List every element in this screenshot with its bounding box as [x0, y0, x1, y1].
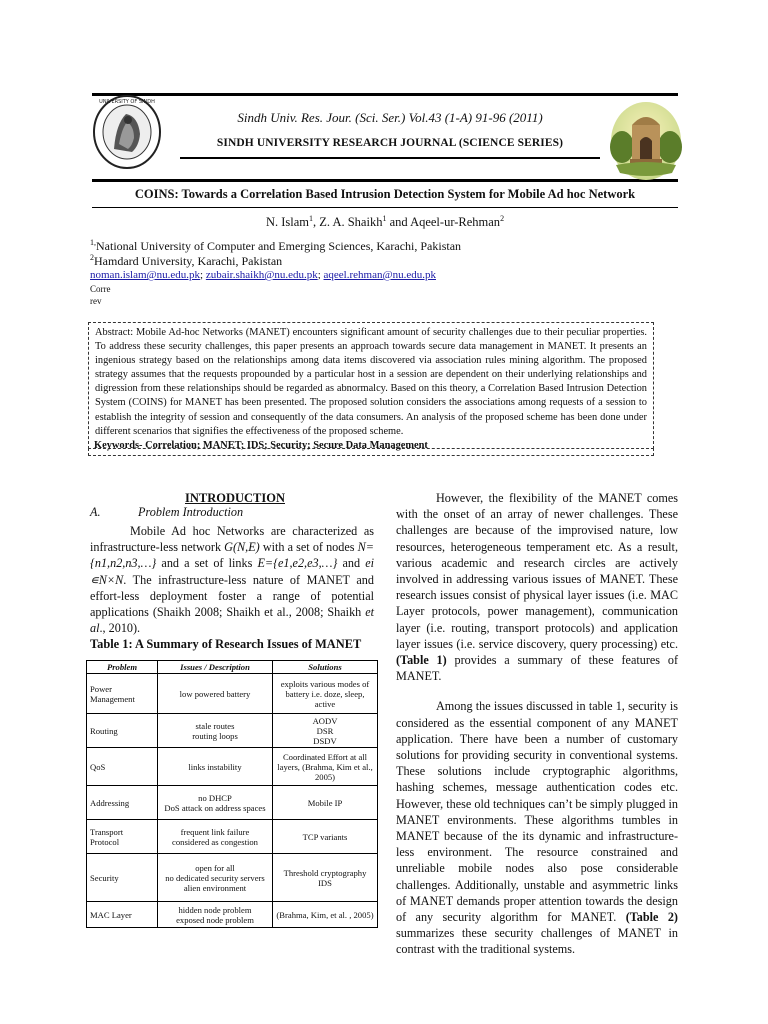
table-cell: stale routes routing loops [158, 714, 273, 748]
body-text: provides a summary of these features of MANET. [396, 653, 679, 684]
intro-paragraph [90, 523, 374, 636]
table-reference: (Table 2) [625, 910, 678, 925]
table-cell: Power Management [87, 674, 158, 714]
email-link[interactable]: zubair.shaikh@nu.edu.pk [205, 269, 318, 281]
table-row [87, 674, 378, 714]
subsection-label: A. [90, 505, 101, 519]
campus-gate-image [610, 101, 682, 181]
table-cell: frequent link failure considered as congestion [158, 820, 273, 854]
abstract-box-bottom [88, 448, 654, 456]
introduction-heading: INTRODUCTION [184, 491, 285, 505]
table-cell: TCP variants [273, 820, 378, 854]
rev-note: rev [90, 296, 102, 306]
table-cell: open for all no dedicated security servers alien environment [158, 854, 273, 902]
author-name: Aqeel-ur-Rehman [410, 215, 501, 229]
author-separator: , [313, 215, 320, 229]
intro-text: and [337, 556, 366, 571]
header-rule [180, 157, 600, 159]
table-row [87, 854, 378, 902]
table-cell: low powered battery [158, 674, 273, 714]
table-header: Issues / Description [158, 661, 273, 674]
body-text: Among the issues discussed in table 1, security is considered as the essential component of any MANET application. There have been a number of customary solutions for providing security in conventional systems. These solutions include cryptographic algorithms, hashing schemes, message authentication codes etc. However, these old techniques can’t be simply plugged in MANET environments. These algorithms tumbles in MANET because of the its dynamic and infrastructure-less environment. The resource constrained and unreliable mobile nodes also pose considerable challenges. Additionally, unstable and asymmetric links of MANET demands proper attention towards the design of any security algorithm for MANET. [396, 699, 678, 925]
email-separator: ; [317, 269, 324, 281]
affiliation-1 [90, 239, 461, 254]
table-header-row [87, 661, 378, 674]
table-cell: Coordinated Effort at all layers, (Brahma, Kim et al., 2005) [273, 748, 378, 786]
author-affil-mark: 1 [309, 213, 313, 223]
affil-text: Hamdard University, Karachi, Pakistan [94, 254, 283, 268]
table-cell: Security [87, 854, 158, 902]
affiliation-2 [90, 254, 282, 269]
journal-citation: Sindh Univ. Res. Jour. (Sci. Ser.) Vol.43 (1-A) 91-96 (2011) [237, 110, 543, 125]
author-list [90, 215, 680, 230]
email-list [90, 268, 436, 283]
email-separator: ; [200, 269, 206, 281]
table-cell: no DHCP DoS attack on address spaces [158, 786, 273, 820]
table-cell: (Brahma, Kim, et al. , 2005) [273, 902, 378, 928]
author-name: Z. A. Shaikh [319, 215, 383, 229]
affil-mark: 2 [90, 253, 94, 262]
intro-math: G(N,E) [224, 540, 260, 555]
table-cell: links instability [158, 748, 273, 786]
right-column [396, 490, 678, 958]
table-row [87, 714, 378, 748]
table-header: Solutions [273, 661, 378, 674]
title-rule-bottom [92, 207, 678, 208]
table-reference: (Table 1) [396, 653, 447, 668]
author-separator: and [386, 215, 411, 229]
seal-text: UNIVERSITY OF SINDH [99, 99, 155, 105]
author-name: N. Islam [265, 215, 309, 229]
table-row [87, 902, 378, 928]
table-cell: Transport Protocol [87, 820, 158, 854]
table-cell: Routing [87, 714, 158, 748]
subsection-title: Problem Introduction [138, 505, 244, 519]
body-text: However, the flexibility of the MANET comes with the onset of an array of newer challenges. These challenges are because of the improvised nature, low resources, heterogeneous temperament etc. As a result, various academic and research circles are actively involved in addressing various issues of MANET. These research issues consist of physical layer issues (i.e. MAC Layer protocols, power management), communication layer (i.e. routing, transport protocols) and application layer issues (i.e. service discovery, query processing) etc. [396, 491, 678, 651]
table-cell: Addressing [87, 786, 158, 820]
right-paragraph-1 [396, 490, 678, 684]
table-caption: Table 1: A Summary of Research Issues of MANET [90, 637, 362, 651]
research-issues-table [86, 660, 378, 928]
right-paragraph-2 [396, 698, 678, 957]
affil-mark: 1, [90, 238, 96, 247]
table-cell: Mobile IP [273, 786, 378, 820]
subsection-heading [90, 505, 243, 520]
author-affil-mark: 1 [382, 213, 387, 223]
table-cell: Threshold cryptography IDS [273, 854, 378, 902]
top-rule-thick [92, 93, 678, 96]
abstract-box [88, 322, 654, 449]
table-row [87, 748, 378, 786]
table-cell: hidden node problem exposed node problem [158, 902, 273, 928]
table-row [87, 820, 378, 854]
table-cell: QoS [87, 748, 158, 786]
table-cell: exploits various modes of battery i.e. doze, sleep, active [273, 674, 378, 714]
intro-text: with a set of nodes [259, 540, 358, 555]
abstract-text: Abstract: Mobile Ad-hoc Networks (MANET) encounters significant amount of security challenges due to their peculiar properties. To address these security challenges, this paper presents an approach towards secure data management in MANET. It presents an ingenious strategy based on the relationships among data items discovered via association rules mining algorithm. The proposed strategy assumes that the requests propounded by a particular host in a session are dependent on their underlying relationships and digression from these relationships should be regarded as abnormalcy. Based on this theory, a Correlation Based Intrusion Detection System (COINS) for MANET has been presented. The proposed solution considers the associations among requests of a session to establish the integrity of session and consequently of the data consumers. An analysis of the proposed scheme has been done under different scenarios that signifies the effectiveness of the proposed scheme. [95, 327, 647, 437]
email-link[interactable]: aqeel.rehman@nu.edu.pk [323, 269, 436, 281]
intro-text: . The infrastructure-less nature of MANET and effort-less deployment foster a range of potential applications (Shaikh 2008; Shaikh et al., 2008; Shaikh [90, 572, 374, 620]
table-cell: MAC Layer [87, 902, 158, 928]
corre-note: Corre [90, 284, 111, 294]
table-cell: AODV DSR DSDV [273, 714, 378, 748]
table-row [87, 786, 378, 820]
keywords: Keywords- Correlation; MANET; IDS; Security; Secure Data Management [94, 440, 428, 451]
author-affil-mark: 2 [500, 213, 505, 223]
intro-math: et al [90, 605, 374, 636]
journal-title: SINDH UNIVERSITY RESEARCH JOURNAL (SCIENCE SERIES) [216, 137, 564, 149]
intro-math: ei ∊N×N [90, 556, 374, 587]
title-rule-top [92, 179, 678, 182]
intro-text: ., 2010). [99, 621, 141, 636]
affil-text: National University of Computer and Emerging Sciences, Karachi, Pakistan [96, 239, 462, 253]
body-text: summarizes these security challenges of MANET in contrast with the traditional systems. [396, 926, 678, 957]
table-header: Problem [87, 661, 158, 674]
intro-math: N={n1,n2,n3,…} [90, 540, 375, 571]
intro-text: Mobile Ad hoc Networks are characterized as infrastructure-less network [90, 524, 374, 555]
university-seal-logo [92, 94, 162, 170]
email-link[interactable]: noman.islam@nu.edu.pk [90, 269, 201, 281]
intro-text: and a set of links [156, 556, 258, 571]
intro-math: E={e1,e2,e3,…} [257, 556, 338, 571]
paper-title: COINS: Towards a Correlation Based Intrusion Detection System for Mobile Ad hoc Network [134, 187, 636, 201]
